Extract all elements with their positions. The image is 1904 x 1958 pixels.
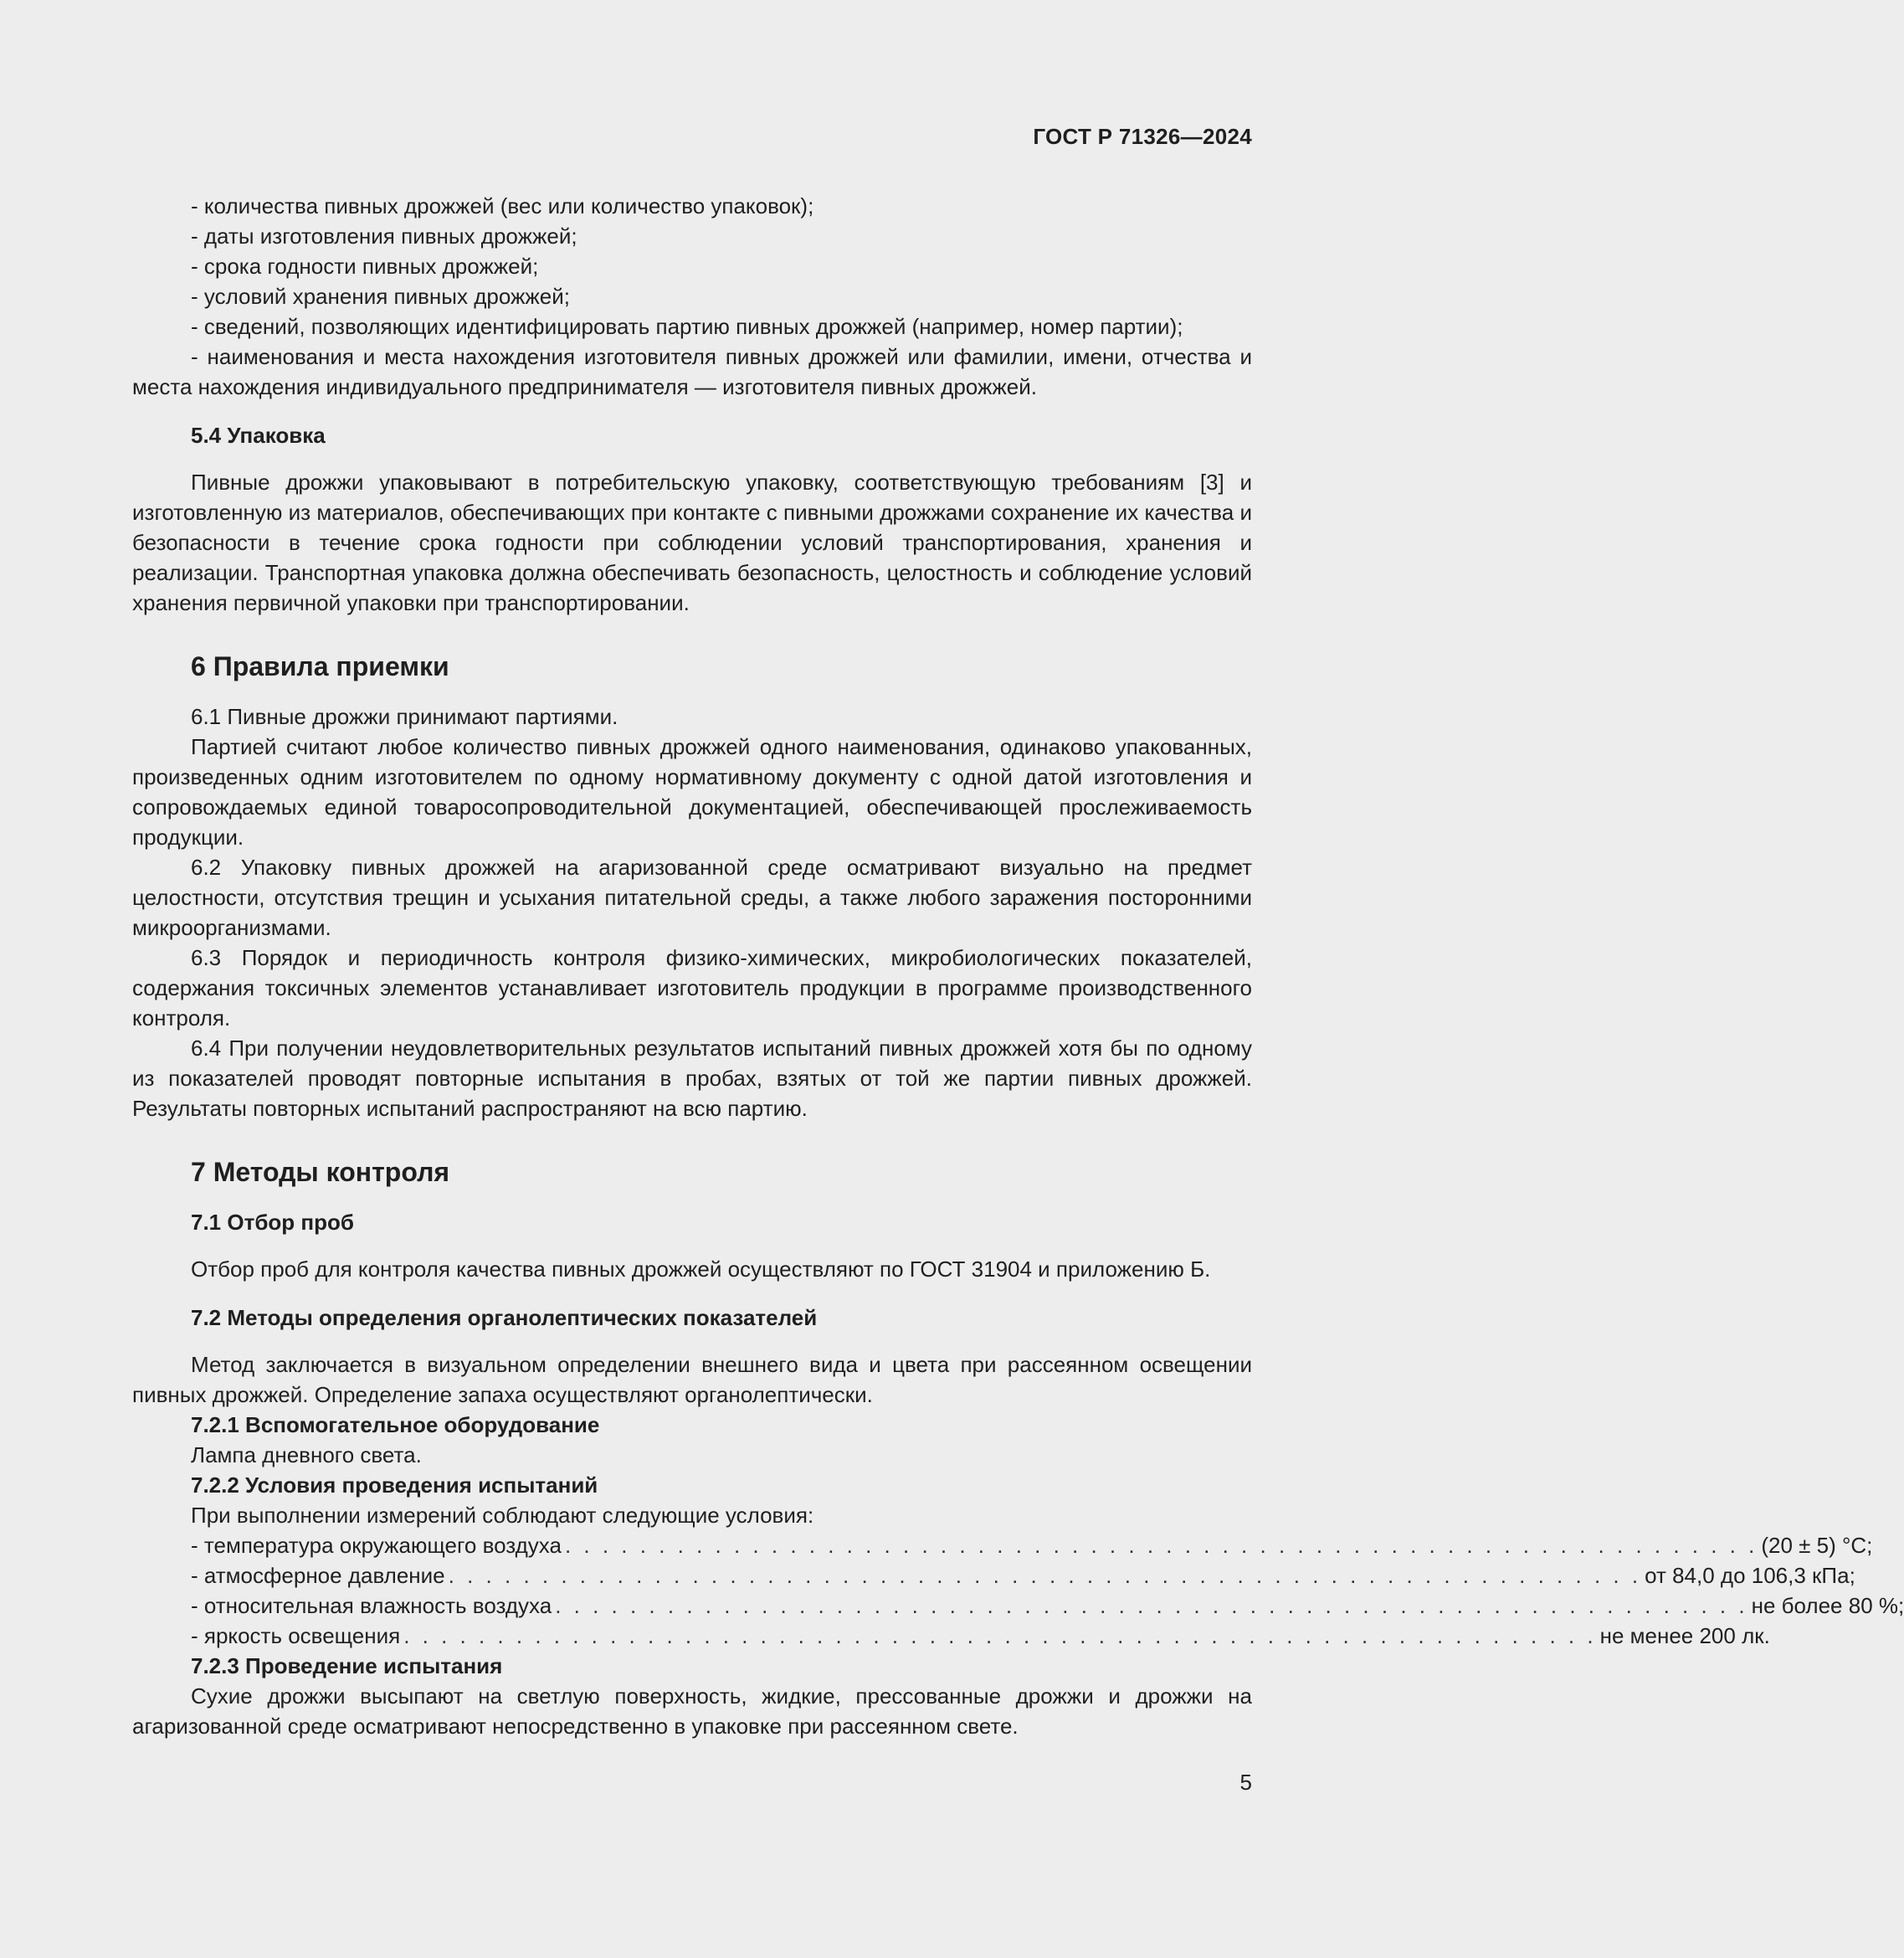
list-item: - срока годности пивных дрожжей; xyxy=(191,254,539,279)
condition-label: - атмосферное давление xyxy=(191,1563,445,1588)
page-content xyxy=(132,191,1904,1741)
section-7-2-text: Метод заключается в визуальном определении внешнего вида и цвета при рассеянном освещении пивных дрожжей. Определение запаха осуществляют органолептически. xyxy=(132,1352,1252,1407)
list-item: - сведений, позволяющих идентифицировать партию пивных дрожжей (например, номер партии); xyxy=(191,314,1183,339)
section-5-4-heading: 5.4 Упаковка xyxy=(191,423,326,448)
paragraph-6-1: 6.1 Пивные дрожжи принимают партиями. xyxy=(191,704,618,729)
dot-leader: . . . . . . . . . . . . . . . . . . . . . . . . . . . . . . . . . . . . . . . . . . . . . . . . . . . . . . . . . . . . . . . . xyxy=(564,1533,1758,1558)
list-item: - даты изготовления пивных дрожжей; xyxy=(191,224,577,249)
document-code: ГОСТ Р 71326—2024 xyxy=(1033,124,1252,149)
list-item: - условий хранения пивных дрожжей; xyxy=(191,284,570,309)
condition-item xyxy=(191,1530,1873,1560)
list-item: - количества пивных дрожжей (вес или количество упаковок); xyxy=(191,193,814,218)
condition-label: - яркость освещения xyxy=(191,1623,401,1648)
condition-value: от 84,0 до 106,3 кПа; xyxy=(1645,1563,1855,1588)
section-7-2-heading: 7.2 Методы определения органолептических показателей xyxy=(191,1305,818,1330)
list-item: - наименования и места нахождения изготовителя пивных дрожжей или фамилии, имени, отчества и места нахождения индивидуального предпринимателя — изготовителя пивных дрожжей. xyxy=(132,344,1252,399)
section-7-2-1-heading: 7.2.1 Вспомогательное оборудование xyxy=(191,1412,600,1437)
section-7-1-text: Отбор проб для контроля качества пивных дрожжей осуществляют по ГОСТ 31904 и приложению Б. xyxy=(191,1257,1211,1282)
paragraph-6-3: 6.3 Порядок и периодичность контроля физико-химических, микробиологических показателей, содержания токсичных элементов устанавливает изготовитель продукции в программе производственного контроля. xyxy=(132,945,1252,1030)
section-7-1-heading: 7.1 Отбор проб xyxy=(191,1210,354,1235)
condition-label: - относительная влажность воздуха xyxy=(191,1593,552,1618)
condition-label: - температура окружающего воздуха xyxy=(191,1533,562,1558)
condition-item xyxy=(191,1621,1770,1651)
labeling-list xyxy=(132,191,1252,402)
dot-leader: . . . . . . . . . . . . . . . . . . . . . . . . . . . . . . . . . . . . . . . . . . . . . . . . . . . . . . . . . . . . . . . . xyxy=(403,1623,1597,1648)
page-number: 5 xyxy=(1239,1770,1252,1795)
section-7-2-3-text: Сухие дрожжи высыпают на светлую поверхность, жидкие, прессованные дрожжи и дрожжи на агаризованной среде осматривают непосредственно в упаковке при рассеянном свете. xyxy=(132,1683,1252,1739)
dot-leader: . . . . . . . . . . . . . . . . . . . . . . . . . . . . . . . . . . . . . . . . . . . . . . . . . . . . . . . . . . . . . . . . xyxy=(448,1563,1642,1588)
section-7-heading: 7 Методы контроля xyxy=(191,1157,450,1187)
paragraph-lot-definition: Партией считают любое количество пивных дрожжей одного наименования, одинаково упакованных, произведенных одним изготовителем по одному нормативному документу с одной датой изготовления и сопровождаемых единой товаросопроводительной документацией, обеспечивающей прослеживаемость продукции. xyxy=(132,734,1252,850)
paragraph-6-2: 6.2 Упаковку пивных дрожжей на агаризованной среде осматривают визуально на предмет целостности, отсутствия трещин и усыхания питательной среды, а также любого заражения посторонними микроорганизмами. xyxy=(132,855,1252,940)
section-7-2-2-heading: 7.2.2 Условия проведения испытаний xyxy=(191,1472,598,1498)
condition-value: не более 80 %; xyxy=(1751,1593,1904,1618)
condition-value: не менее 200 лк. xyxy=(1599,1623,1770,1648)
condition-value: (20 ± 5) °С; xyxy=(1761,1533,1873,1558)
section-7-2-3-heading: 7.2.3 Проведение испытания xyxy=(191,1653,503,1678)
section-6-heading: 6 Правила приемки xyxy=(191,651,449,681)
condition-item xyxy=(191,1591,1904,1621)
paragraph-6-4: 6.4 При получении неудовлетворительных результатов испытаний пивных дрожжей хотя бы по одному из показателей проводят повторные испытания в пробах, взятых от той же партии пивных дрожжей. Результаты повторных испытаний распространяют на всю партию. xyxy=(132,1036,1252,1121)
dot-leader: . . . . . . . . . . . . . . . . . . . . . . . . . . . . . . . . . . . . . . . . . . . . . . . . . . . . . . . . . . . . . . . . xyxy=(555,1593,1748,1618)
section-7-2-2-intro: При выполнении измерений соблюдают следующие условия: xyxy=(191,1503,814,1528)
section-5-4-text: Пивные дрожжи упаковывают в потребительскую упаковку, соответствующую требованиям [3] и изготовленную из материалов, обеспечивающих при контакте с пивными дрожжами сохранение их качества и безопасности в течение срока годности при соблюдении условий транспортирования, хранения и реализации. Транспортная упаковка должна обеспечивать безопасность, целостность и соблюдение условий хранения первичной упаковки при транспортировании. xyxy=(132,470,1252,615)
conditions-list xyxy=(132,1530,1904,1651)
condition-item xyxy=(191,1560,1855,1591)
section-7-2-1-text: Лампа дневного света. xyxy=(191,1442,422,1467)
